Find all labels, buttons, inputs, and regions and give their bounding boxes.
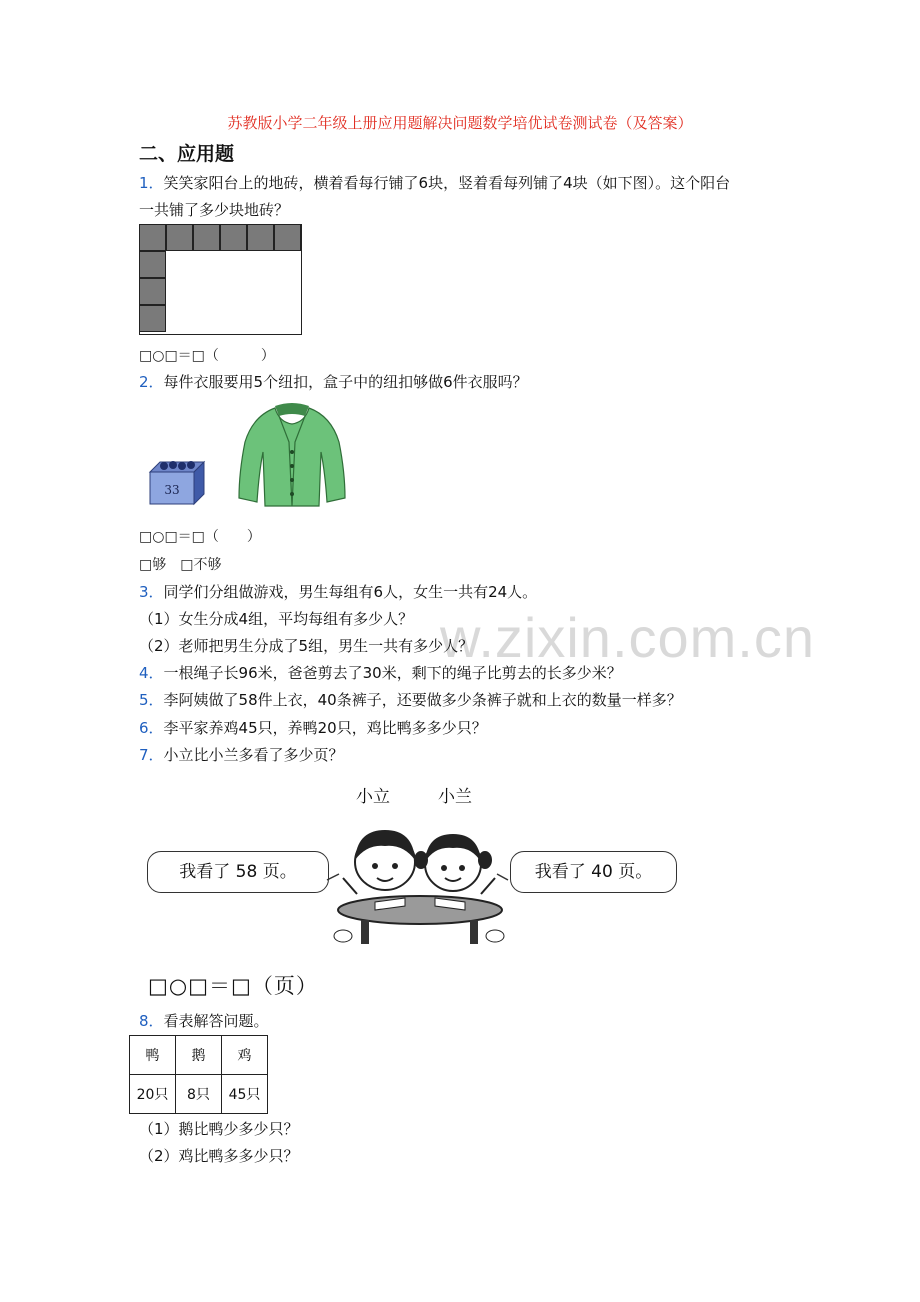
question-1-line2: 一共铺了多少块地砖？ bbox=[139, 201, 290, 219]
question-2-options: □够 □不够 bbox=[139, 557, 222, 573]
tile bbox=[139, 251, 166, 278]
question-text: 小立比小兰多看了多少页？ bbox=[163, 746, 344, 764]
tile bbox=[220, 224, 247, 251]
question-7 bbox=[139, 744, 344, 765]
children-reading-illustration bbox=[325, 822, 510, 950]
tile bbox=[139, 278, 166, 305]
table-row bbox=[130, 1075, 268, 1114]
section-title: 二、应用题 bbox=[139, 143, 235, 165]
question-3 bbox=[139, 581, 537, 602]
tile bbox=[139, 305, 166, 332]
question-number: 3． bbox=[139, 583, 164, 601]
tile bbox=[166, 224, 193, 251]
question-8-sub1: （1）鹅比鸭少多少只？ bbox=[139, 1120, 299, 1138]
question-number: 2． bbox=[139, 373, 164, 391]
tile-grid-figure bbox=[139, 224, 302, 335]
question-1-formula: □○□＝□（ ） bbox=[139, 348, 275, 364]
tile bbox=[274, 224, 301, 251]
table-cell: 20只 bbox=[130, 1075, 176, 1114]
button-box-image bbox=[146, 458, 208, 506]
box-count-label: 33 bbox=[164, 483, 180, 497]
question-text: 笑笑家阳台上的地砖，横着看每行铺了6块，竖着看每列铺了4块（如下图）。这个阳台 bbox=[163, 174, 731, 192]
question-text: 李阿姨做了58件上衣，40条裤子，还要做多少条裤子就和上衣的数量一样多？ bbox=[163, 691, 682, 709]
question-8 bbox=[139, 1010, 269, 1031]
name-label-xiaolan: 小兰 bbox=[438, 787, 472, 807]
question-text: 同学们分组做游戏，男生每组有6人，女生一共有24人。 bbox=[163, 583, 538, 601]
animal-count-table bbox=[129, 1035, 268, 1114]
question-text: 看表解答问题。 bbox=[163, 1012, 269, 1030]
question-number: 1． bbox=[139, 174, 164, 192]
name-label-xiaoli: 小立 bbox=[356, 787, 390, 807]
question-number: 5． bbox=[139, 691, 164, 709]
table-header-cell: 鹅 bbox=[176, 1036, 222, 1075]
question-3-sub1: （1）女生分成4组，平均每组有多少人？ bbox=[139, 610, 414, 628]
question-7-formula: □○□＝□（页） bbox=[148, 974, 318, 998]
question-number: 4． bbox=[139, 664, 164, 682]
question-8-sub2: （2）鸡比鸭多多少只？ bbox=[139, 1147, 299, 1165]
table-header-cell: 鸡 bbox=[222, 1036, 268, 1075]
table-header-row bbox=[130, 1036, 268, 1075]
watermark: w.zixin.com.cn bbox=[440, 606, 815, 669]
question-2-formula: □○□＝□（ ） bbox=[139, 529, 261, 545]
document-title: 苏教版小学二年级上册应用题解决问题数学培优试卷测试卷（及答案） bbox=[227, 114, 693, 132]
question-1-line1 bbox=[139, 172, 730, 193]
table-cell: 45只 bbox=[222, 1075, 268, 1114]
speech-bubble-left: 我看了 58 页。 bbox=[147, 851, 329, 893]
question-text: 一根绳子长96米，爸爸剪去了30米，剩下的绳子比剪去的长多少米？ bbox=[163, 664, 622, 682]
question-6 bbox=[139, 717, 487, 738]
speech-bubble-right: 我看了 40 页。 bbox=[510, 851, 677, 893]
tile bbox=[193, 224, 220, 251]
question-number: 7． bbox=[139, 746, 164, 764]
table-cell: 8只 bbox=[176, 1075, 222, 1114]
question-5 bbox=[139, 689, 682, 710]
question-number: 8． bbox=[139, 1012, 164, 1030]
tile bbox=[139, 224, 166, 251]
jacket-image bbox=[235, 402, 350, 510]
question-4 bbox=[139, 662, 622, 683]
tile bbox=[247, 224, 274, 251]
question-text: 李平家养鸡45只，养鸭20只，鸡比鸭多多少只？ bbox=[163, 719, 487, 737]
question-text: 每件衣服要用5个纽扣，盒子中的纽扣够做6件衣服吗？ bbox=[163, 373, 528, 391]
table-header-cell: 鸭 bbox=[130, 1036, 176, 1075]
question-3-sub2: （2）老师把男生分成了5组，男生一共有多少人？ bbox=[139, 637, 474, 655]
question-number: 6． bbox=[139, 719, 164, 737]
question-2 bbox=[139, 371, 528, 392]
